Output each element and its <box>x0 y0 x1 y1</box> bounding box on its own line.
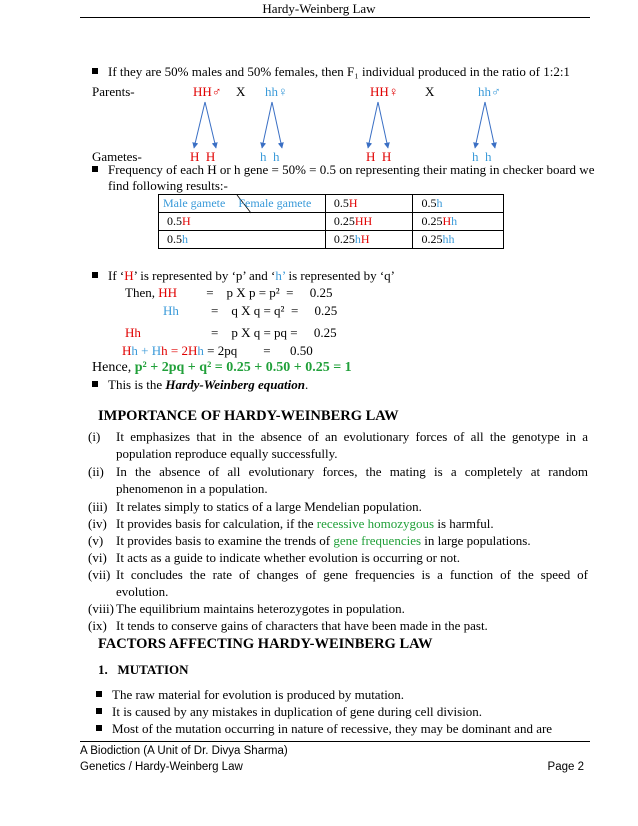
col-header-h: 0.5h <box>413 195 504 213</box>
bullet-icon <box>92 68 98 74</box>
gamete-arrows-diagram <box>180 100 510 155</box>
corner-cell <box>159 195 326 213</box>
footer-line-1: A Biodiction (A Unit of Dr. Divya Sharma) <box>80 745 288 757</box>
page-number: Page 2 <box>547 761 584 773</box>
table-row <box>159 231 504 249</box>
hence-line: Hence, p² + 2pq + q² = 0.25 + 0.50 + 0.25 = 1 <box>92 360 352 375</box>
bullet-icon <box>92 166 98 172</box>
cross-x-2: X <box>425 84 435 99</box>
list-item: (iv) It provides basis for calculation, if the recessive homozygous is harmful. <box>88 516 494 531</box>
list-item: (ix) It tends to conserve gains of characters that have been made in the past. <box>88 618 488 633</box>
list-item: It is caused by any mistakes in duplication of gene during cell division. <box>96 704 482 720</box>
cross-x-1: X <box>236 84 246 99</box>
importance-heading: IMPORTANCE OF HARDY-WEINBERG LAW <box>98 408 399 424</box>
cell-hH: 0.25hH <box>325 231 413 249</box>
cell-Hh: 0.25Hh <box>413 213 504 231</box>
list-item: (ii) In the absence of all evolutionary forces, the mating is a completely at random phenomenon in a population. <box>88 464 588 496</box>
footer-rule <box>80 741 590 742</box>
corner-male-label: Male gamete <box>163 196 226 210</box>
gamete-4: h h <box>472 149 492 164</box>
cell-hh: 0.25hh <box>413 231 504 249</box>
cell-HH: 0.25HH <box>325 213 413 231</box>
bullet-icon <box>96 691 102 697</box>
list-item: (i) It emphasizes that in the absence of an evolutionary forces of all the genotype in a population reproduce equally successfully. <box>88 429 588 461</box>
equation-Hh: Hh = p X q = pq = 0.25 <box>125 325 337 340</box>
row-header-H: 0.5H <box>159 213 326 231</box>
list-item: (vii) It concludes the rate of changes of gene frequencies is a function of the speed of evolution. <box>88 567 588 599</box>
row-header-h: 0.5h <box>159 231 326 249</box>
parent-2: hh♀ <box>265 84 288 99</box>
corner-female-label: Female gamete <box>238 196 312 210</box>
parents-label: Parents- <box>92 84 135 99</box>
page-header: Hardy-Weinberg Law <box>262 1 376 16</box>
importance-list <box>88 428 588 634</box>
gamete-3: H H <box>366 149 392 164</box>
bullet-icon <box>96 708 102 714</box>
list-item: The raw material for evolution is produced by mutation. <box>96 687 404 703</box>
bullet-icon <box>92 272 98 278</box>
gamete-2: h h <box>260 149 280 164</box>
bullet-icon <box>96 725 102 731</box>
parent-1: HH♂ <box>193 84 222 99</box>
frequency-line-2: find following results:- <box>108 178 228 193</box>
list-item: (vi) It acts as a guide to indicate whether evolution is occurring or not. <box>88 550 461 565</box>
header-rule <box>80 17 590 18</box>
equation-HH: Then, HH = p X p = p² = 0.25 <box>125 285 333 300</box>
equation-statement: This is the Hardy-Weinberg equation. <box>92 377 308 393</box>
parent-4: hh♂ <box>478 84 501 99</box>
bullet-icon <box>92 381 98 387</box>
ratio-line: If they are 50% males and 50% females, then F₁ individual produced in the ratio of 1:2:1 <box>92 64 570 80</box>
list-item: (v) It provides basis to examine the trends of gene frequencies in large populations. <box>88 533 531 548</box>
list-item: (viii) The equilibrium maintains heterozygotes in population. <box>88 601 405 616</box>
sum-line: Hh + Hh = 2Hh = 2pq = 0.50 <box>122 343 313 358</box>
parent-3: HH♀ <box>370 84 399 99</box>
equation-hh: Hh = q X q = q² = 0.25 <box>163 303 338 318</box>
gamete-1: H H <box>190 149 216 164</box>
footer-line-2: Genetics / Hardy-Weinberg Law <box>80 761 243 773</box>
table-row <box>159 195 504 213</box>
list-item: Most of the mutation occurring in nature of recessive, they may be dominant and are <box>96 721 552 737</box>
frequency-line: Frequency of each H or h gene = 50% = 0.5 on representing their mating in checker board we <box>92 162 594 178</box>
table-row <box>159 213 504 231</box>
gametes-label: Gametes- <box>92 149 142 164</box>
factors-heading: FACTORS AFFECTING HARDY-WEINBERG LAW <box>98 636 433 652</box>
checker-board-table <box>158 194 504 249</box>
col-header-H: 0.5H <box>325 195 413 213</box>
representation-line: If ‘H’ is represented by ‘p’ and ‘h’ is represented by ‘q’ <box>92 268 395 284</box>
list-item: (iii) It relates simply to statics of a large Mendelian population. <box>88 499 422 514</box>
mutation-subheading: 1. MUTATION <box>98 662 189 677</box>
